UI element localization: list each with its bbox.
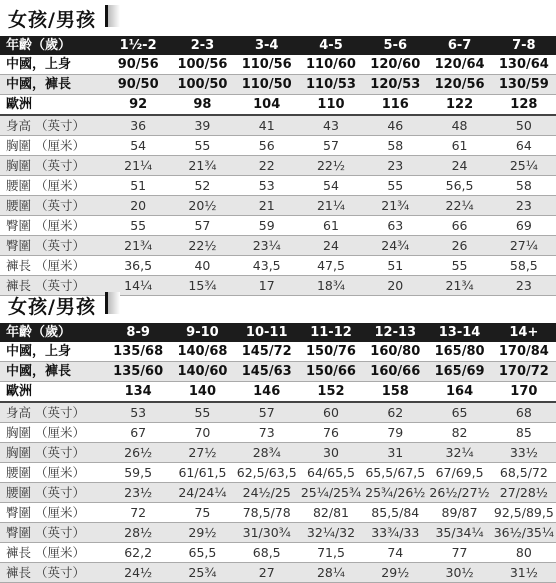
row-label: 中國，褲長 [0,75,106,95]
table-cell: 62,2 [106,543,170,563]
header-age-cell: 13-14 [427,323,491,342]
header-label-cell: 年齡（歲） [0,36,106,55]
table-cell: 21¼ [299,196,363,216]
table-cell: 21¾ [170,156,234,176]
table-cell: 68,5 [235,543,299,563]
row-label: 腰圍 （英寸） [0,483,106,503]
table-cell: 57 [299,136,363,156]
table-cell: 27¼ [492,236,556,256]
table-cell: 110/53 [299,75,363,95]
table-cell: 90/56 [106,55,170,75]
header-age-cell: 7-8 [492,36,556,55]
size-table [0,36,556,296]
table-cell: 62 [363,402,427,423]
table-cell: 82 [427,423,491,443]
table-cell: 29½ [170,523,234,543]
table-cell: 61 [427,136,491,156]
table-cell: 24 [299,236,363,256]
table-cell: 158 [363,382,427,403]
table-cell: 22½ [299,156,363,176]
table-cell: 130/64 [492,55,556,75]
table-cell: 55 [170,136,234,156]
table-cell: 36,5 [106,256,170,276]
header-age-cell: 8-9 [106,323,170,342]
table-cell: 55 [363,176,427,196]
table-cell: 76 [299,423,363,443]
row-label: 腰圍 （厘米） [0,463,106,483]
table-cell: 110/56 [235,55,299,75]
row-label: 中國，褲長 [0,362,106,382]
table-cell: 25¾ [170,563,234,583]
table-cell: 58,5 [492,256,556,276]
table-cell: 53 [106,402,170,423]
table-cell: 140/68 [170,342,234,362]
table-cell: 28¾ [235,443,299,463]
table-cell: 100/56 [170,55,234,75]
table-cell: 110/50 [235,75,299,95]
table-cell: 35/34¼ [427,523,491,543]
table-cell: 104 [235,95,299,116]
header-age-cell: 5-6 [363,36,427,55]
header-age-cell: 4-5 [299,36,363,55]
table-cell: 120/64 [427,55,491,75]
row-label: 褲長 （英寸） [0,563,106,583]
table-cell: 23 [492,276,556,296]
table-cell: 22 [235,156,299,176]
table-cell: 150/66 [299,362,363,382]
table-cell: 27½ [170,443,234,463]
table-cell: 20½ [170,196,234,216]
table-row [0,236,556,256]
table-row [0,196,556,216]
table-cell: 135/68 [106,342,170,362]
table-cell: 67 [106,423,170,443]
table-cell: 23 [363,156,427,176]
table-cell: 32¼ [427,443,491,463]
table-cell: 75 [170,503,234,523]
table-row [0,256,556,276]
table-cell: 25¾/26½ [363,483,427,503]
row-label: 臀圍 （厘米） [0,216,106,236]
table-cell: 28¼ [299,563,363,583]
size-section-2 [0,287,556,583]
table-cell: 72 [106,503,170,523]
table-cell: 68,5/72 [492,463,556,483]
table-cell: 170/72 [492,362,556,382]
table-cell: 71,5 [299,543,363,563]
table-cell: 33¾/33 [363,523,427,543]
table-cell: 68 [492,402,556,423]
table-cell: 90/50 [106,75,170,95]
row-label: 身高 （英寸） [0,115,106,136]
table-cell: 120/60 [363,55,427,75]
table-cell: 21¾ [106,236,170,256]
table-cell: 20 [363,276,427,296]
table-cell: 63 [363,216,427,236]
table-cell: 59 [235,216,299,236]
section-title-block [0,287,556,323]
table-cell: 160/66 [363,362,427,382]
table-cell: 69 [492,216,556,236]
table-cell: 65,5 [170,543,234,563]
table-cell: 47,5 [299,256,363,276]
table-cell: 22½ [170,236,234,256]
table-cell: 65,5/67,5 [363,463,427,483]
table-cell: 60 [299,402,363,423]
table-cell: 170 [492,382,556,403]
table-cell: 128 [492,95,556,116]
table-cell: 24/24¼ [170,483,234,503]
table-cell: 140 [170,382,234,403]
table-cell: 78,5/78 [235,503,299,523]
table-cell: 64/65,5 [299,463,363,483]
table-cell: 150/76 [299,342,363,362]
section-title-block [0,0,556,36]
table-row [0,136,556,156]
table-cell: 23½ [106,483,170,503]
header-age-cell: 1½-2 [106,36,170,55]
table-cell: 165/80 [427,342,491,362]
table-row [0,463,556,483]
table-cell: 134 [106,382,170,403]
table-cell: 28½ [106,523,170,543]
table-cell: 145/63 [235,362,299,382]
table-cell: 21¼ [106,156,170,176]
row-label: 胸圍 （厘米） [0,423,106,443]
table-cell: 24¾ [363,236,427,256]
table-row [0,382,556,403]
row-label: 胸圍 （英寸） [0,156,106,176]
row-label: 腰圍 （英寸） [0,196,106,216]
table-cell: 58 [363,136,427,156]
header-age-cell: 9-10 [170,323,234,342]
table-cell: 54 [299,176,363,196]
table-cell: 21¾ [363,196,427,216]
table-cell: 67/69,5 [427,463,491,483]
table-row [0,362,556,382]
table-cell: 165/69 [427,362,491,382]
table-cell: 100/50 [170,75,234,95]
row-label: 胸圍 （英寸） [0,443,106,463]
table-cell: 15¾ [170,276,234,296]
table-header-row [0,36,556,55]
table-row [0,342,556,362]
table-cell: 27 [235,563,299,583]
table-row [0,523,556,543]
header-age-cell: 6-7 [427,36,491,55]
table-cell: 82/81 [299,503,363,523]
table-cell: 89/87 [427,503,491,523]
table-cell: 59,5 [106,463,170,483]
table-cell: 55 [170,402,234,423]
table-cell: 92,5/89,5 [492,503,556,523]
table-cell: 110/60 [299,55,363,75]
table-cell: 164 [427,382,491,403]
table-row [0,95,556,116]
table-cell: 66 [427,216,491,236]
table-cell: 55 [106,216,170,236]
table-cell: 20 [106,196,170,216]
table-cell: 25¼ [492,156,556,176]
table-cell: 18¾ [299,276,363,296]
row-label: 腰圍 （厘米） [0,176,106,196]
table-cell: 36½/35¼ [492,523,556,543]
table-cell: 51 [363,256,427,276]
table-cell: 54 [106,136,170,156]
table-row [0,216,556,236]
table-cell: 31½ [492,563,556,583]
table-cell: 31 [363,443,427,463]
table-cell: 160/80 [363,342,427,362]
table-cell: 152 [299,382,363,403]
table-cell: 14¼ [106,276,170,296]
row-label: 褲長 （厘米） [0,543,106,563]
table-cell: 30½ [427,563,491,583]
header-age-cell: 11-12 [299,323,363,342]
table-cell: 55 [427,256,491,276]
table-cell: 41 [235,115,299,136]
table-cell: 116 [363,95,427,116]
table-cell: 23¼ [235,236,299,256]
row-label: 褲長 （英寸） [0,276,106,296]
table-cell: 79 [363,423,427,443]
table-cell: 39 [170,115,234,136]
row-label: 身高 （英寸） [0,402,106,423]
table-cell: 22¼ [427,196,491,216]
table-cell: 110 [299,95,363,116]
row-label: 臀圍 （英寸） [0,236,106,256]
table-cell: 61/61,5 [170,463,234,483]
table-row [0,75,556,95]
table-cell: 23 [492,196,556,216]
table-cell: 122 [427,95,491,116]
table-cell: 146 [235,382,299,403]
table-cell: 70 [170,423,234,443]
table-cell: 80 [492,543,556,563]
table-row [0,115,556,136]
table-cell: 120/56 [427,75,491,95]
table-row [0,543,556,563]
row-label: 歐洲 [0,382,106,403]
table-cell: 62,5/63,5 [235,463,299,483]
table-cell: 92 [106,95,170,116]
section-title: 女孩/男孩 [8,9,96,31]
table-cell: 120/53 [363,75,427,95]
table-cell: 32¼/32 [299,523,363,543]
table-cell: 31/30¾ [235,523,299,543]
table-cell: 25¼/25¾ [299,483,363,503]
title-shade-decoration [108,5,120,27]
table-cell: 48 [427,115,491,136]
table-row [0,402,556,423]
table-cell: 85,5/84 [363,503,427,523]
table-row [0,55,556,75]
table-cell: 26½ [106,443,170,463]
table-row [0,156,556,176]
header-age-cell: 2-3 [170,36,234,55]
table-cell: 17 [235,276,299,296]
table-cell: 56,5 [427,176,491,196]
table-cell: 29½ [363,563,427,583]
table-cell: 27/28½ [492,483,556,503]
table-cell: 170/84 [492,342,556,362]
table-cell: 73 [235,423,299,443]
row-label: 臀圍 （英寸） [0,523,106,543]
table-cell: 58 [492,176,556,196]
section-title: 女孩/男孩 [8,296,96,318]
table-cell: 51 [106,176,170,196]
table-row [0,503,556,523]
table-cell: 77 [427,543,491,563]
table-cell: 50 [492,115,556,136]
header-age-cell: 10-11 [235,323,299,342]
table-cell: 140/60 [170,362,234,382]
table-cell: 33½ [492,443,556,463]
table-cell: 74 [363,543,427,563]
row-label: 中國，上身 [0,55,106,75]
title-shade-decoration [108,292,120,314]
table-cell: 30 [299,443,363,463]
table-cell: 21 [235,196,299,216]
table-row [0,483,556,503]
table-header-row [0,323,556,342]
table-cell: 26½/27½ [427,483,491,503]
header-age-cell: 3-4 [235,36,299,55]
table-cell: 21¾ [427,276,491,296]
table-cell: 43 [299,115,363,136]
table-cell: 43,5 [235,256,299,276]
table-cell: 85 [492,423,556,443]
header-label-cell: 年齡（歲） [0,323,106,342]
table-row [0,176,556,196]
table-cell: 61 [299,216,363,236]
table-cell: 40 [170,256,234,276]
table-cell: 53 [235,176,299,196]
row-label: 中國，上身 [0,342,106,362]
table-cell: 130/59 [492,75,556,95]
table-cell: 52 [170,176,234,196]
row-label: 胸圍 （厘米） [0,136,106,156]
table-cell: 24½/25 [235,483,299,503]
table-cell: 56 [235,136,299,156]
table-cell: 24 [427,156,491,176]
header-age-cell: 14+ [492,323,556,342]
table-row [0,443,556,463]
table-cell: 64 [492,136,556,156]
table-cell: 145/72 [235,342,299,362]
table-cell: 26 [427,236,491,256]
table-cell: 57 [170,216,234,236]
table-cell: 46 [363,115,427,136]
table-cell: 135/60 [106,362,170,382]
row-label: 臀圍 （厘米） [0,503,106,523]
table-cell: 36 [106,115,170,136]
row-label: 歐洲 [0,95,106,116]
table-row [0,423,556,443]
table-cell: 65 [427,402,491,423]
header-age-cell: 12-13 [363,323,427,342]
row-label: 褲長 （厘米） [0,256,106,276]
table-cell: 24½ [106,563,170,583]
size-table [0,323,556,583]
table-cell: 57 [235,402,299,423]
table-cell: 98 [170,95,234,116]
